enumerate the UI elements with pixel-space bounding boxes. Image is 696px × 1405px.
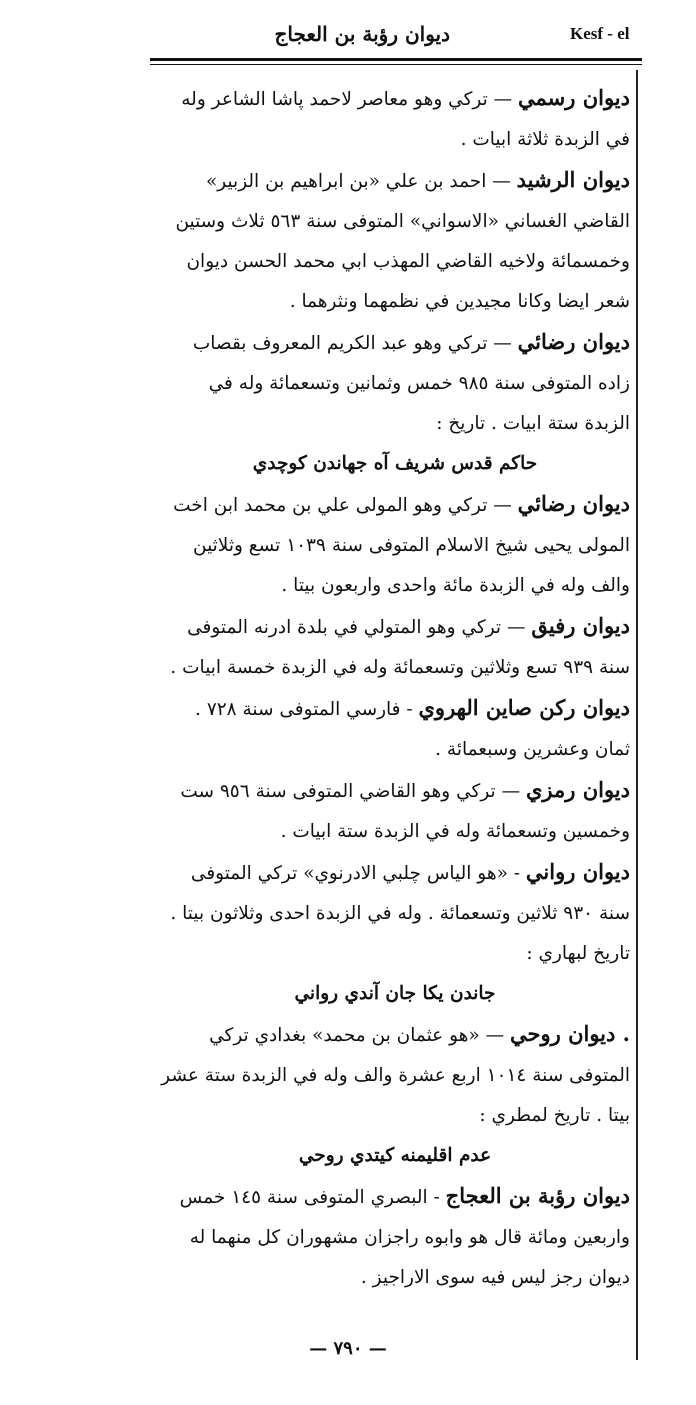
header-rule-thin — [150, 64, 642, 65]
entry-heading: ديوان الرشيد — [516, 167, 630, 192]
entry-text: — احمد بن علي «بن ابراهيم بن الزبير» القاضي الغساني «الاسواني» المتوفى سنة ٥٦٣ ثلاث وستين وخمسمائة ولاخيه القاضي المهذب ابي محمد الحسن ديوان شعر ايضا وكانا مجيدين في نظمهما ونثرهما . — [175, 171, 630, 312]
running-header — [150, 18, 640, 54]
entry-text: — تركي وهو القاضي المتوفى سنة ٩٥٦ ست وخمسين وتسعمائة وله في الزبدة ستة ابيات . — [180, 781, 630, 842]
entry-heading: ديوان رضائي — [517, 329, 630, 354]
entry-text: — تركي وهو عبد الكريم المعروف بقصاب زاده المتوفى سنة ٩٨٥ خمس وثمانين وتسعمائة وله في الزبدة ستة ابيات . تاريخ : — [192, 333, 630, 434]
header-rule — [150, 58, 642, 61]
entry-rawani — [160, 852, 630, 974]
entry-ridai-1 — [160, 322, 630, 444]
header-latin-title: Kesf - el — [570, 24, 630, 43]
entry-text: - البصري المتوفى سنة ١٤٥ خمس واربعين ومائة قال هو وابوه راجزان مشهوران كل منهما له ديوان رجز ليس فيه سوى الاراجيز . — [179, 1187, 630, 1288]
entries-list — [160, 78, 630, 1298]
header-title: ديوان رؤبة بن العجاج — [274, 22, 450, 46]
entry-heading: ديوان رفيق — [531, 613, 630, 638]
entry-ridai-2 — [160, 484, 630, 606]
entry-rashid — [160, 160, 630, 322]
entry-rasmi — [160, 78, 630, 160]
entry-heading: ديوان رؤبة بن العجاج — [445, 1183, 630, 1208]
entry-text: - «هو الياس چلبي الادرنوي» تركي المتوفى سنة ٩٣٠ ثلاثين وتسعمائة . وله في الزبدة احدى وثلاثون بيتا . تاريخ لبهاري : — [170, 863, 630, 964]
entry-ruba — [160, 1176, 630, 1298]
entry-heading: ديوان رمزي — [525, 777, 630, 802]
entry-text: — تركي وهو المتولي في بلدة ادرنه المتوفى سنة ٩٣٩ تسع وثلاثين وتسعمائة وله في الزبدة خمسة ابيات . — [170, 617, 630, 678]
entry-rukn — [160, 688, 630, 770]
entry-ramzi — [160, 770, 630, 852]
entry-text: — تركي وهو معاصر لاحمد پاشا الشاعر وله في الزبدة ثلاثة ابيات . — [181, 89, 630, 150]
entry-heading: ديوان ركن صاين الهروي — [418, 695, 630, 720]
entry-heading: . ديوان روحي — [509, 1021, 630, 1046]
margin-line — [636, 70, 638, 1360]
entry-heading: ديوان رسمي — [518, 85, 630, 110]
entry-rafiq — [160, 606, 630, 688]
entry-text: — «هو عثمان بن محمد» بغدادي تركي المتوفى سنة ١٠١٤ اربع عشرة والف وله في الزبدة ستة عشر بيتا . تاريخ لمطري : — [161, 1025, 630, 1126]
verse-line: عدم اقليمنه كيتدي روحي — [298, 1145, 492, 1166]
entry-text: - فارسي المتوفى سنة ٧٢٨ . ثمان وعشرين وسبعمائة . — [195, 699, 630, 760]
entry-heading: ديوان رضائي — [517, 491, 630, 516]
verse-line: جاندن يكا جان آندي رواني — [294, 983, 496, 1004]
verse-line: حاكم قدس شريف آه جهاندن كوچدي — [252, 453, 538, 474]
entry-text: — تركي وهو المولى علي بن محمد ابن اخت المولى يحيى شيخ الاسلام المتوفى سنة ١٠٣٩ تسع وثلاثين والف وله في الزبدة مائة واحدى واربعون بيتا . — [173, 495, 630, 596]
page-number: — ٧٩٠ — — [309, 1338, 387, 1359]
entry-ruhi — [160, 1014, 630, 1136]
entry-heading: ديوان رواني — [525, 859, 630, 884]
